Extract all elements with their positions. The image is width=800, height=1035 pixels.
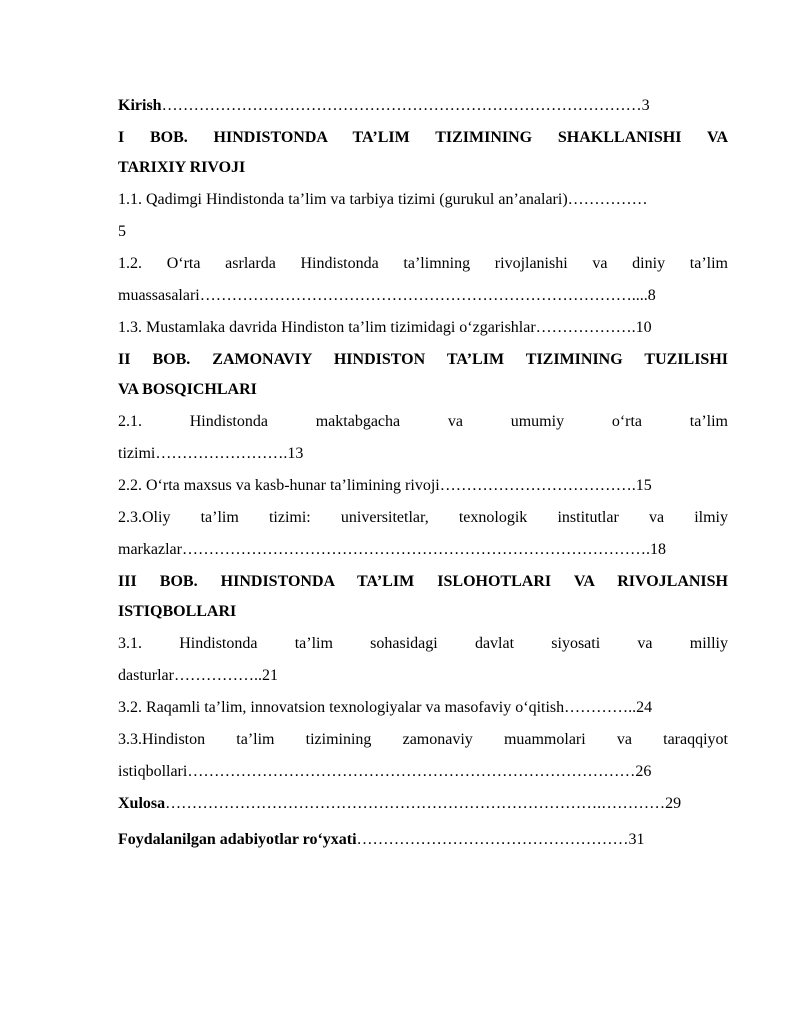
chapter-2-heading-line2: VA BOSQICHLARI — [118, 381, 257, 398]
toc-entry-2-1-line2: tizimi…………………….13 — [118, 445, 304, 462]
toc-entry-1-1-line2: 5 — [118, 223, 126, 240]
toc-entry-adabiyotlar — [118, 828, 728, 852]
toc-page-number: 31 — [628, 831, 645, 848]
chapter-2-heading-line1: II BOB. ZAMONAVIY HINDISTON TA’LIM TIZIMINING TUZILISHI — [118, 351, 728, 368]
toc-entry-3-1-line1: 3.1. Hindistonda ta’lim sohasidagi davlat siyosati va milliy — [118, 635, 728, 652]
chapter-1-heading-line2: TARIXIY RIVOJI — [118, 159, 246, 176]
toc-entry-3-3-line2: istiqbollari…………………………………………………………………………26 — [118, 763, 652, 780]
toc-entry-1-2-line2: muassasalari………………………………………………………………………....8 — [118, 287, 656, 304]
toc-entry-3-1-line2: dasturlar……………..21 — [118, 667, 278, 684]
toc-entry-1-3: 1.3. Mustamlaka davrida Hindiston ta’lim tizimidagi o‘zgarishlar……………….10 — [118, 319, 652, 336]
table-of-contents — [118, 94, 728, 852]
toc-entry-title: Kirish — [118, 97, 162, 114]
toc-entry-1-1-line1: 1.1. Qadimgi Hindistonda ta’lim va tarbiya tizimi (gurukul an’analari)…………… — [118, 191, 648, 208]
chapter-3-heading-line1: III BOB. HINDISTONDA TA’LIM ISLOHOTLARI VA RIVOJLANISH — [118, 573, 728, 590]
toc-entry-3-2: 3.2. Raqamli ta’lim, innovatsion texnologiyalar va masofaviy o‘qitish…………..24 — [118, 699, 653, 716]
toc-leader-dots: ……………………………………………………………………………… — [161, 97, 642, 114]
toc-entry-3-3-line1: 3.3.Hindiston ta’lim tizimining zamonaviy muammolari va taraqqiyot — [118, 731, 728, 748]
chapter-3-heading-line2: ISTIQBOLLARI — [118, 603, 237, 620]
toc-entry-kirish — [118, 94, 728, 118]
toc-entry-title: Xulosa — [118, 795, 166, 812]
toc-entry-xulosa — [118, 792, 728, 816]
toc-entry-title: Foydalanilgan adabiyotlar ro‘yxati — [118, 831, 357, 848]
toc-entry-2-3-line1: 2.3.Oliy ta’lim tizimi: universitetlar, texnologik institutlar va ilmiy — [118, 509, 728, 526]
toc-page-number: 3 — [641, 97, 650, 114]
chapter-1-heading-line1: I BOB. HINDISTONDA TA’LIM TIZIMINING SHAKLLANISHI VA — [118, 129, 728, 146]
toc-page-number: 29 — [665, 795, 682, 812]
toc-leader-dots: ……………………………………………………………………….………… — [165, 795, 666, 812]
toc-entry-2-3-line2: markazlar…………………………………………………………………………….18 — [118, 541, 666, 558]
toc-entry-1-2-line1: 1.2. O‘rta asrlarda Hindistonda ta’limning rivojlanishi va diniy ta’lim — [118, 255, 728, 272]
toc-entry-2-2: 2.2. O‘rta maxsus va kasb-hunar ta’limining rivoji……………………………….15 — [118, 477, 652, 494]
toc-leader-dots: …………………………………………… — [356, 831, 629, 848]
toc-entry-2-1-line1: 2.1. Hindistonda maktabgacha va umumiy o‘rta ta’lim — [118, 413, 728, 430]
